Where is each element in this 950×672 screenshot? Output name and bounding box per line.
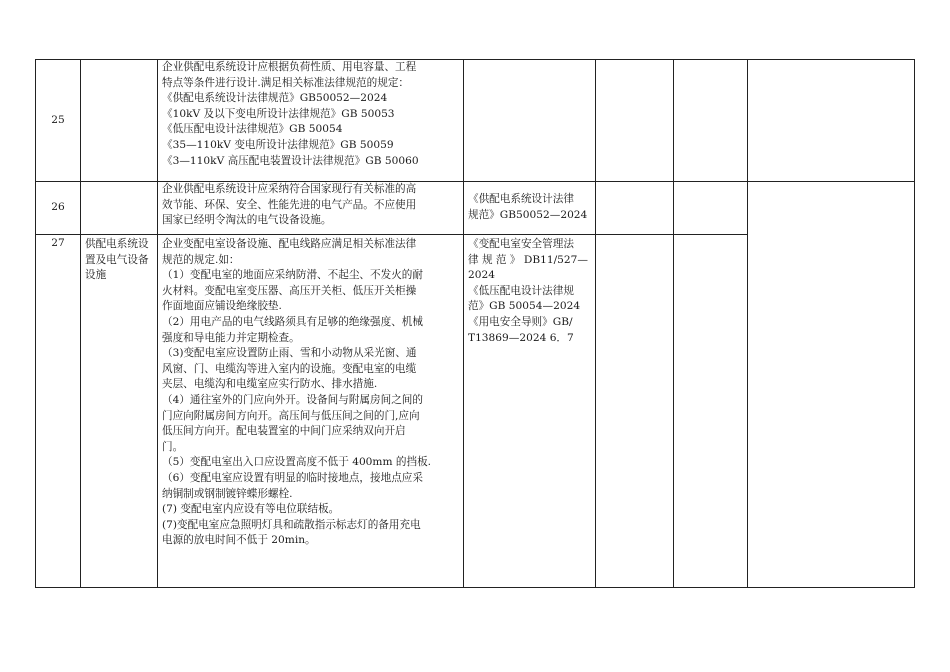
- content-line: 夹层、电缆沟和电缆室应实行防水、排水措施.: [162, 378, 378, 391]
- content-line: (7) 变配电室内应设有等电位联结板。: [162, 503, 340, 516]
- content-line: 纳铜制或钢制镀锌蝶形螺栓.: [162, 487, 293, 500]
- basis-cell: [464, 60, 596, 182]
- content-line: （1）变配电室的地面应采纳防滑、不起尘、不发火的耐: [162, 269, 423, 282]
- table-row-25: [36, 60, 915, 182]
- content-line: 《3—110kV 高压配电装置设计法律规范》GB 50060: [162, 154, 419, 167]
- content-line: （2）用电产品的电气线路须具有足够的绝缘强度、机械: [162, 315, 423, 328]
- basis-line: 2024: [468, 269, 495, 282]
- category-cell: [81, 235, 158, 588]
- category-line: 供配电系统设: [85, 238, 149, 250]
- content-line: 风窗、门、电缆沟等进入室内的设施。变配电室的电缆: [162, 362, 417, 375]
- content-line: 强度和导电能力并定期检查。: [162, 331, 300, 344]
- content-line: 《供配电系统设计法律规范》GB50052—2024: [162, 92, 388, 105]
- category-line: 设施: [85, 269, 107, 282]
- content-line: 作面地面应铺设绝缘胶垫.: [162, 300, 282, 313]
- empty-cell: [674, 235, 748, 588]
- regulation-table: [35, 59, 915, 588]
- empty-cell: [748, 60, 915, 182]
- row-number: 25: [36, 60, 81, 182]
- table-row-26: [36, 182, 915, 235]
- content-line: (7)变配电室应急照明灯具和疏散指示标志灯的备用充电: [162, 518, 421, 531]
- content-line: 效节能、环保、安全、性能先进的电气产品。不应使用: [162, 198, 417, 211]
- content-cell: [158, 235, 464, 588]
- content-line: 门应向附属房间方向开。高压间与低压间之间的门,应向: [162, 409, 420, 422]
- content-line: 企业变配电室设备设施、配电线路应满足相关标准法律: [162, 238, 417, 250]
- content-line: 《低压配电设计法律规范》GB 50054: [162, 123, 343, 136]
- content-line: 门。: [162, 440, 184, 453]
- empty-cell: [596, 60, 674, 182]
- content-line: （5）变配电室出入口应设置高度不低于 400mm 的挡板.: [162, 456, 432, 469]
- basis-cell: [464, 182, 596, 235]
- basis-line: 《变配电室安全管理法: [468, 238, 574, 250]
- content-line: 企业供配电系统设计应根据负荷性质、用电容量、工程: [162, 61, 417, 73]
- content-line: （6）变配电室应设置有明显的临时接地点，接地点应采: [162, 471, 423, 484]
- content-line: 规范的规定.如：: [162, 253, 240, 266]
- content-cell: [158, 60, 464, 182]
- empty-cell: [674, 60, 748, 182]
- basis-cell: [464, 235, 596, 588]
- content-line: （4）通往室外的门应向外开。设备间与附属房间之间的: [162, 393, 423, 406]
- category-line: 置及电气设备: [85, 253, 149, 266]
- empty-cell: [596, 182, 674, 235]
- basis-line: 《用电安全导则》GB/: [468, 315, 573, 328]
- content-line: 特点等条件进行设计.满足相关标准法律规范的规定：: [162, 76, 410, 89]
- basis-line: T13869—2024 6．7: [468, 331, 574, 344]
- content-line: 火材料。变配电室变压器、高压开关柜、低压开关柜操: [162, 284, 417, 297]
- basis-line: 《低压配电设计法律规: [468, 284, 574, 297]
- content-line: 《10kV 及以下变电所设计法律规范》GB 50053: [162, 107, 395, 120]
- basis-line: 律 规 范 》 DB11/527—: [468, 253, 588, 266]
- content-line: 国家已经明令淘汰的电气设备设施。: [162, 214, 332, 227]
- empty-cell: [596, 235, 674, 588]
- category-cell: [81, 182, 158, 235]
- content-cell: [158, 182, 464, 235]
- empty-cell: [748, 182, 915, 588]
- row-number: 27: [36, 235, 81, 588]
- category-cell: [81, 60, 158, 182]
- content-line: 低压间方向开。配电装置室的中间门应采纳双向开启: [162, 425, 406, 438]
- basis-line: 范》GB 50054—2024: [468, 300, 581, 313]
- basis-line: 《供配电系统设计法律: [468, 193, 574, 206]
- content-line: 电源的放电时间不低于 20min。: [162, 534, 316, 547]
- row-number: 26: [36, 182, 81, 235]
- content-line: 企业供配电系统设计应采纳符合国家现行有关标准的高: [162, 183, 417, 195]
- basis-line: 规范》GB50052—2024: [468, 209, 588, 221]
- content-line: （3)变配电室应设置防止雨、雪和小动物从采光窗、通: [162, 347, 417, 360]
- empty-cell: [674, 182, 748, 235]
- content-line: 《35—110kV 变电所设计法律规范》GB 50059: [162, 138, 394, 151]
